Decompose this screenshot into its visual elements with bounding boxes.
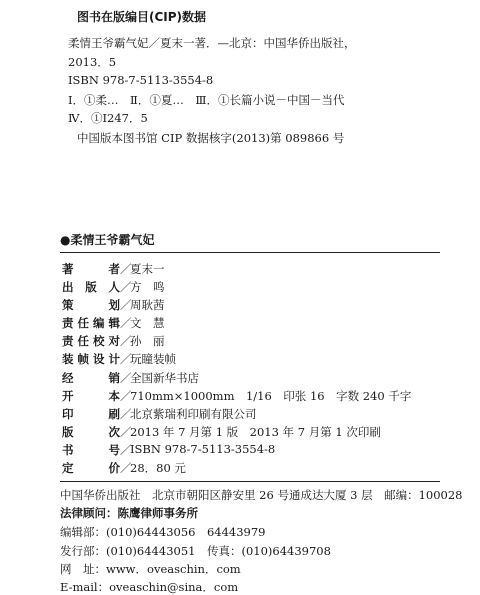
meta-value: 28．80 元 — [130, 461, 186, 475]
publisher-address: 中国华侨出版社 北京市朝阳区静安里 26 号通成达大厦 3 层 邮编：100028 — [60, 488, 463, 502]
meta-row-isbn: 书号 ／ ISBN 978-7-5113-3554-8 — [62, 442, 275, 460]
meta-label: 定价 — [62, 461, 120, 475]
meta-label: 著者 — [62, 262, 120, 276]
meta-label: 版次 — [62, 425, 120, 439]
meta-row-design: 装帧设计 ／ 玩瞳装帧 — [62, 351, 176, 369]
meta-label: 印刷 — [62, 407, 120, 421]
meta-row-printer: 印刷 ／ 北京紫瑞利印刷有限公司 — [62, 406, 257, 424]
meta-label: 经销 — [62, 371, 120, 385]
cip-record-number: 中国版本图书馆 CIP 数据核字(2013)第 089866 号 — [77, 131, 345, 145]
meta-label: 策划 — [62, 298, 120, 312]
meta-value: 周耿茜 — [130, 298, 165, 312]
website: 网 址：www．oveaschin．com — [60, 562, 241, 576]
meta-value: 夏末一 — [130, 262, 165, 276]
meta-label: 书号 — [62, 443, 120, 457]
top-divider — [60, 252, 440, 253]
meta-label: 装帧设计 — [62, 352, 120, 366]
cip-line-2: 2013．5 — [68, 55, 117, 69]
meta-row-edition: 版次 ／ 2013 年 7 月第 1 版 2013 年 7 月第 1 次印刷 — [62, 424, 381, 442]
meta-row-price: 定价 ／ 28．80 元 — [62, 460, 186, 478]
meta-row-author: 著者 ／ 夏末一 — [62, 261, 165, 279]
meta-value: ISBN 978-7-5113-3554-8 — [130, 442, 276, 456]
meta-row-distribution: 经销 ／ 全国新华书店 — [62, 370, 199, 388]
editorial-dept: 编辑部：(010)64443056 64443979 — [60, 525, 266, 539]
legal-counsel: 法律顾问：陈鹰律师事务所 — [60, 506, 198, 520]
meta-row-publisher-person: 出版人 ／ 方 鸣 — [62, 279, 165, 297]
sales-dept: 发行部：(010)64443051 传真：(010)64439708 — [60, 544, 331, 558]
meta-label: 开本 — [62, 389, 120, 403]
cip-isbn: ISBN 978-7-5113-3554-8 — [68, 73, 214, 87]
meta-value: 玩瞳装帧 — [130, 352, 176, 366]
cip-call-number: Ⅳ．①I247．5 — [68, 111, 148, 125]
meta-row-editor: 责任编辑 ／ 文 慧 — [62, 315, 165, 333]
meta-label: 责任校对 — [62, 334, 120, 348]
meta-value: 方 鸣 — [130, 280, 165, 294]
meta-label: 责任编辑 — [62, 316, 120, 330]
cip-title: 图书在版编目(CIP)数据 — [77, 10, 207, 24]
email: E-mail：oveaschin@sina．com — [60, 580, 239, 594]
meta-value: 孙 丽 — [130, 334, 165, 348]
meta-row-proofreader: 责任校对 ／ 孙 丽 — [62, 333, 165, 351]
cip-classification: Ⅰ．①柔… Ⅱ．①夏… Ⅲ．①长篇小说－中国－当代 — [68, 93, 345, 107]
bottom-divider — [60, 481, 440, 482]
book-title-heading: ●柔情王爷霸气妃 — [60, 233, 155, 247]
meta-value: 北京紫瑞利印刷有限公司 — [130, 407, 257, 421]
meta-value: 文 慧 — [130, 316, 165, 330]
cip-line-1: 柔情王爷霸气妃／夏末一著．—北京：中国华侨出版社， — [68, 36, 356, 50]
meta-value: 2013 年 7 月第 1 版 2013 年 7 月第 1 次印刷 — [130, 425, 381, 439]
meta-row-planner: 策划 ／ 周耿茜 — [62, 297, 165, 315]
meta-label: 出版人 — [62, 280, 120, 294]
meta-value: 710mm×1000mm 1/16 印张 16 字数 240 千字 — [130, 389, 412, 403]
meta-value: 全国新华书店 — [130, 371, 199, 385]
meta-row-format: 开本 ／ 710mm×1000mm 1/16 印张 16 字数 240 千字 — [62, 388, 411, 406]
